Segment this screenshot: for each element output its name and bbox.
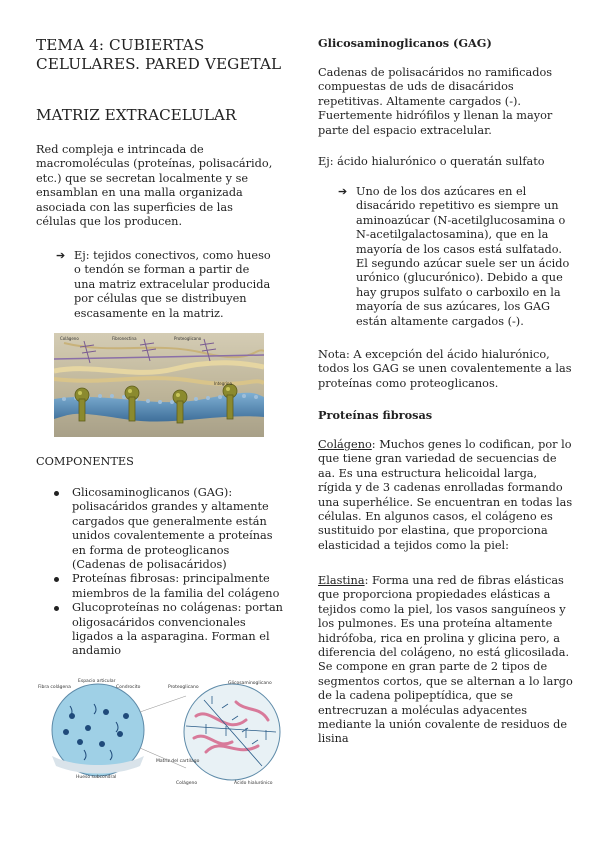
- fig2-label-condrocito: Condrocito: [116, 685, 141, 690]
- fig2-label-hueso: Hueso subcondral: [76, 775, 117, 780]
- title-line-1: TEMA 4: CUBIERTAS: [36, 36, 205, 54]
- fig1-label-fibronectin: Fibronectina: [112, 336, 137, 341]
- fig1-label-proteoglycan: Proteoglicano: [174, 336, 202, 341]
- fig2-label-proteoglicano: Proteoglicano: [168, 685, 199, 690]
- component-text: Glicosaminoglicanos (GAG): polisacáridos grandes y altamente cargados que generalmente están unidos covalentemente a proteínas en forma de proteoglicanos (Cadenas de polisacáridos): [72, 486, 273, 572]
- zoom-line: [140, 696, 186, 712]
- cartilage-illustration: [36, 676, 284, 788]
- bullet-icon: [54, 606, 59, 611]
- colageno-text: : Muchos genes lo codifican, por lo que tiene gran variedad de secuencias de aa. Es una estructura helicoidal larga, rígida y de 3 cadenas enrolladas formando una superhélice. Se encuentran en todas las células. En algunos casos, el colágeno es sustituido por elastina, que proporciona elasticidad a tejidos como la piel:: [318, 438, 573, 552]
- colageno-paragraph: [318, 438, 574, 553]
- gag-example: Ej: ácido hialurónico o queratán sulfato: [318, 155, 545, 168]
- gag-arrow-text: Uno de los dos azúcares en el disacárido repetitivo es siempre un aminoazúcar (N-acetilglucosamina o N-acetilgalactosamina), que en la mayoría de los casos está sulfatado. El segundo azúcar suele ser un ácido urónico (glucurónico). Debido a que hay grupos sulfato o carboxilo en la mayoría de sus azúcares, los GAG están altamente cargados (-).: [356, 185, 570, 328]
- gag-heading: Glicosaminoglicanos (GAG): [318, 36, 492, 50]
- example-text: Ej: tejidos conectivos, como hueso o tendón se forman a partir de una matriz extracelular producida por células que se distribuyen escasamente en la matriz.: [74, 249, 271, 320]
- list-item: [36, 486, 286, 572]
- components-list: [36, 486, 286, 659]
- ecm-figure: [54, 333, 264, 437]
- fig2-label-glicosaminoglicano: Glicosaminoglicano: [228, 681, 272, 686]
- bullet-icon: [54, 577, 59, 582]
- component-text: Glucoproteínas no colágenas: portan oligosacáridos convencionales ligados a la asparagina. Forman el andamio: [72, 601, 283, 658]
- fig2-label-espacio: Espacio articular: [78, 679, 116, 684]
- section-heading-matriz: MATRIZ EXTRACELULAR: [36, 106, 237, 124]
- fig2-label-acido: Ácido hialurónico: [234, 781, 273, 786]
- example-arrow-item: [56, 249, 274, 321]
- components-heading: COMPONENTES: [36, 455, 134, 468]
- component-text: Proteínas fibrosas: principalmente miembros de la familia del colágeno: [72, 572, 280, 600]
- intro-paragraph: Red compleja e intrincada de macromoléculas (proteínas, polisacárido, etc.) que se secretan localmente y se ensamblan en una malla organizada asociada con las superficies de las células que los producen.: [36, 143, 273, 229]
- fig2-label-matriz: Matriz del cartílago: [156, 759, 200, 764]
- gag-paragraph: Cadenas de polisacáridos no ramificados compuestas de uds de disacáridos repetitivas. Altamente cargados (-). Fuertemente hidrófilos y llenan la mayor parte del espacio extracelular.: [318, 66, 553, 137]
- proteinas-heading: Proteínas fibrosas: [318, 408, 433, 422]
- ecm-illustration: [54, 333, 264, 437]
- elastina-paragraph: [318, 574, 574, 747]
- nota-paragraph: Nota: A excepción del ácido hialurónico, todos los GAG se unen covalentemente a las proteínas como proteoglicanos.: [318, 348, 572, 390]
- fig1-label-collagen: Colágeno: [60, 336, 79, 341]
- title-line-2: CELULARES. PARED VEGETAL: [36, 55, 282, 73]
- elastina-term: Elastina: [318, 574, 365, 587]
- list-item: [36, 601, 286, 659]
- arrow-icon: ➔: [56, 249, 66, 262]
- elastina-text: : Forma una red de fibras elásticas que proporciona propiedades elásticas a tejidos como la piel, los vasos sanguíneos y los pulmones. Es una proteína altamente hidrófoba, rica en prolina y glicina pero, a diferencia del colágeno, no está glicosilada. Se compone en gran parte de 2 tipos de segmentos cortos, que se alternan a lo largo de la cadena polipeptídica, que se entrecruzan a moléculas adyacentes mediante la unión covalente de residuos de lisina: [318, 574, 573, 746]
- list-item: [36, 572, 286, 601]
- fig2-label-colageno: Colágeno: [176, 781, 198, 786]
- zoom-line: [140, 748, 186, 768]
- fig2-label-fibra: Fibra colágena: [38, 685, 71, 690]
- fig1-label-integrin: Integrina: [214, 381, 233, 386]
- gag-arrow-item: [338, 185, 574, 329]
- page-title: [36, 36, 281, 74]
- colageno-term: Colágeno: [318, 438, 372, 451]
- arrow-icon: ➔: [338, 185, 348, 198]
- cartilage-figure: [36, 676, 284, 788]
- bullet-icon: [54, 491, 59, 496]
